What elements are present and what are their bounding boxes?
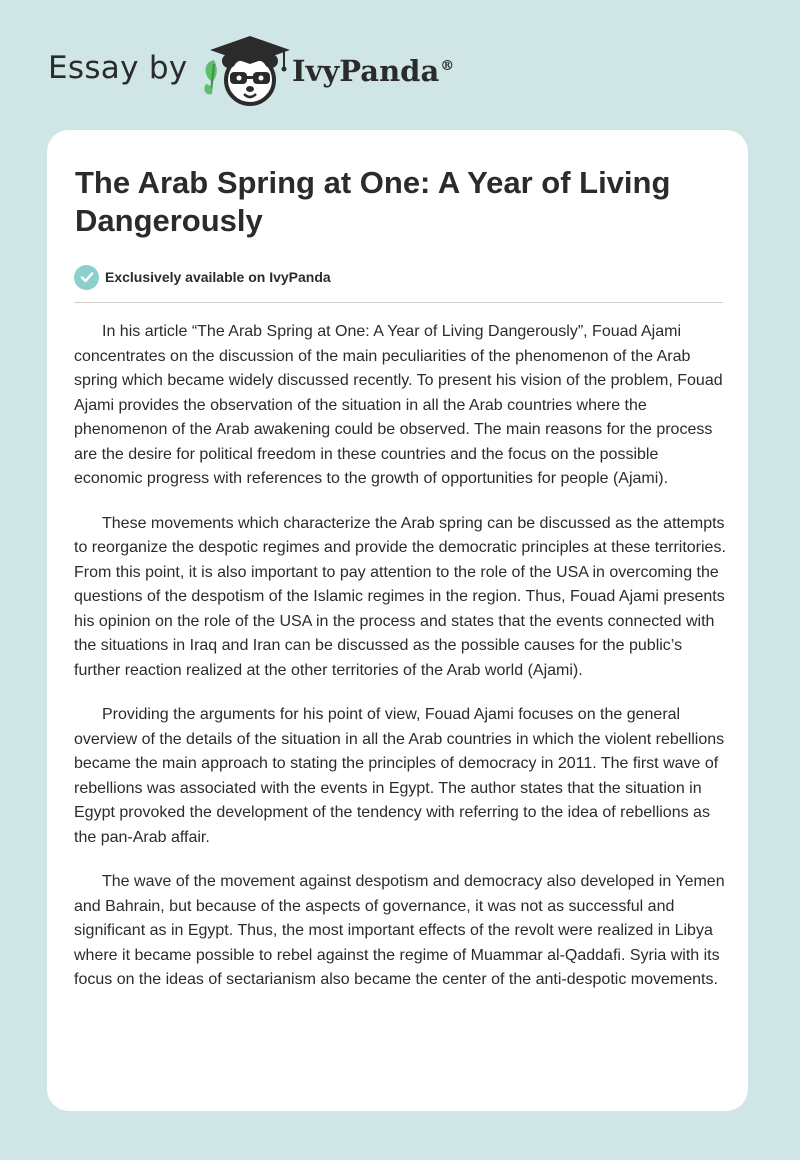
paragraph: In his article “The Arab Spring at One: A Year of Living Dangerously”, Fouad Ajami concentrates on the discussion of the main peculiarities of the phenomenon of the Arab spring which became widely discussed recently. To present his vision of the problem, Fouad Ajami provides the observation of the situation in all the Arab countries where the phenomenon of the Arab awakening could be observed. The main reasons for the process are the desire for political freedom in these countries and the focus on the possible economic progress with references to the growth of opportunities for people (Ajami). (74, 323, 723, 487)
panda-mascot-icon[interactable] (200, 34, 296, 110)
exclusive-label: Exclusively available on IvyPanda (105, 269, 331, 285)
divider (74, 302, 723, 303)
registered-mark: ® (440, 58, 455, 75)
brand-name-text: IvyPanda (292, 54, 440, 88)
paragraph: The wave of the movement against despotism and democracy also developed in Yemen and Bahrain, but because of the aspects of governance, it was not as successful and significant as in Egypt. Thus, the most important effects of the revolt were realized in Libya where it became possible to rebel against the regime of Muammar al-Qaddafi. Syria with its focus on the ideas of sectarianism also became the center of the anti-despotic movements. (74, 873, 725, 988)
essay-card (47, 130, 748, 1111)
exclusive-badge (74, 264, 331, 290)
essay-by-label: Essay by (48, 50, 188, 86)
essay-title: The Arab Spring at One: A Year of Living Dangerously (75, 165, 671, 238)
paragraph: These movements which characterize the Arab spring can be discussed as the attempts to reorganize the despotic regimes and provide the democratic principles at these territories. From this point, it is also important to pay attention to the role of the USA in overcoming the questions of the despotism of the Islamic regimes in the region. Thus, Fouad Ajami presents his opinion on the role of the USA in the process and states that the events connected with the situations in Iraq and Iran can be discussed as the possible causes for the public’s further reaction realized at the other territories of the Arab world (Ajami). (74, 514, 726, 679)
site-header (48, 34, 548, 114)
paragraph: Providing the arguments for his point of view, Fouad Ajami focuses on the general overview of the details of the situation in all the Arab countries in which the violent rebellions became the main approach to stating the principles of democracy in 2011. The first wave of rebellions was associated with the events in Egypt. The author states that the situation in Egypt provoked the development of the tendency with referring to the idea of rebellions as the pan-Arab affair. (74, 706, 725, 846)
check-icon (74, 265, 99, 290)
brand-name[interactable] (292, 54, 454, 88)
essay-body (74, 320, 726, 1013)
